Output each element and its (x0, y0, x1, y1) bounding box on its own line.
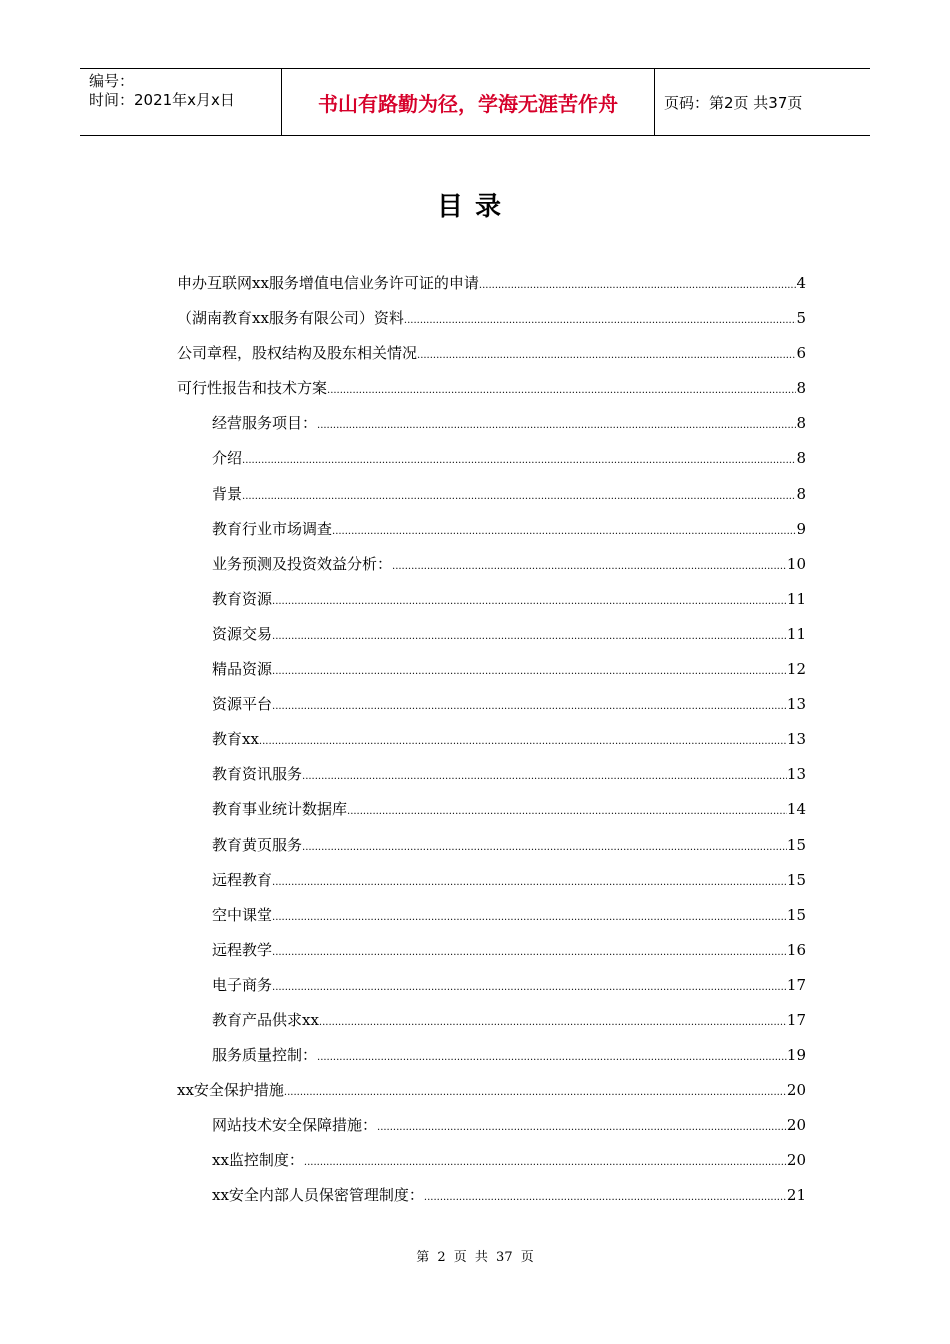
toc-entry[interactable] (177, 1038, 806, 1073)
toc-leader-dots (272, 619, 787, 654)
toc-entry-page: 16 (786, 940, 806, 959)
toc-entry-title: 空中课堂 (212, 905, 273, 924)
toc-leader-dots (347, 794, 787, 829)
toc-leader-dots (304, 1145, 787, 1180)
toc-entry[interactable] (177, 477, 806, 512)
toc-entry-title: 资源交易 (212, 624, 273, 643)
toc-entry[interactable] (177, 1003, 806, 1038)
toc-leader-dots (272, 654, 787, 689)
toc-leader-dots (327, 373, 796, 408)
toc-leader-dots (317, 1040, 787, 1075)
toc-entry-title: 背景 (212, 484, 243, 503)
toc-leader-dots (479, 268, 797, 303)
header-meta (80, 69, 282, 135)
toc-leader-dots (272, 970, 787, 1005)
header-page-info: 页码：第2页 共37页 (664, 93, 803, 112)
toc-entry-title: 网站技术安全保障措施： (212, 1116, 378, 1135)
toc-entry-page: 8 (796, 449, 806, 468)
toc-entry-title: 申办互联网xx服务增值电信业务许可证的申请 (177, 274, 479, 292)
toc-entry-page: 13 (786, 730, 806, 749)
toc-entry-page: 20 (786, 1081, 806, 1100)
toc-leader-dots (242, 443, 796, 478)
toc-entry[interactable] (177, 722, 806, 757)
toc-entry-page: 12 (786, 660, 806, 679)
toc-leader-dots (417, 338, 796, 373)
toc-entry[interactable] (177, 582, 806, 617)
toc-entry[interactable] (177, 652, 806, 687)
toc-entry-page: 17 (786, 975, 806, 994)
toc-entry-page: 8 (796, 414, 806, 433)
toc-entry-title: 精品资源 (212, 660, 273, 679)
toc-leader-dots (272, 689, 787, 724)
toc-entry-page: 8 (796, 484, 806, 503)
toc-entry-page: 11 (786, 624, 806, 643)
toc-entry-page: 13 (786, 695, 806, 714)
toc-entry-page: 21 (786, 1186, 806, 1205)
toc-entry[interactable] (177, 617, 806, 652)
toc-entry-title: 远程教学 (212, 940, 273, 959)
toc-entry[interactable] (177, 441, 806, 476)
toc-entry-title: （湖南教育xx服务有限公司）资料 (177, 309, 404, 328)
toc-entry-page: 6 (796, 344, 806, 363)
toc-entry[interactable] (177, 898, 806, 933)
toc-entry-title: 经营服务项目： (212, 414, 318, 433)
toc-leader-dots (272, 935, 787, 970)
toc-entry-page: 15 (786, 905, 806, 924)
toc-entry[interactable] (177, 1073, 806, 1108)
toc-entry[interactable] (177, 828, 806, 863)
toc-entry-title: 可行性报告和技术方案 (177, 379, 328, 398)
toc-leader-dots (242, 479, 796, 514)
toc-entry[interactable] (177, 863, 806, 898)
page-title: 目录 (436, 192, 513, 222)
toc-entry-title: 公司章程，股权结构及股东相关情况 (177, 344, 418, 363)
toc-leader-dots (392, 549, 787, 584)
table-of-contents (177, 266, 806, 1214)
toc-leader-dots (424, 1180, 787, 1215)
toc-leader-dots (319, 1005, 787, 1040)
toc-entry-title: 教育事业统计数据库 (212, 800, 348, 819)
document-number-label: 编号： (89, 72, 135, 90)
toc-leader-dots (404, 303, 797, 338)
toc-entry[interactable] (177, 792, 806, 827)
toc-leader-dots (272, 584, 787, 619)
toc-entry[interactable] (177, 757, 806, 792)
toc-entry-title: 教育行业市场调查 (212, 519, 333, 538)
toc-leader-dots (377, 1110, 787, 1145)
toc-entry-page: 20 (786, 1116, 806, 1135)
toc-entry[interactable] (177, 336, 806, 371)
toc-entry-title: xx安全内部人员保密管理制度： (212, 1186, 424, 1205)
toc-leader-dots (259, 724, 787, 759)
toc-entry-title: 资源平台 (212, 695, 273, 714)
toc-entry-page: 19 (786, 1046, 806, 1065)
toc-entry-title: xx安全保护措施 (177, 1081, 284, 1100)
toc-leader-dots (272, 865, 787, 900)
page-header (80, 68, 870, 136)
toc-entry-title: xx监控制度： (212, 1151, 304, 1170)
toc-entry-page: 17 (786, 1010, 806, 1029)
toc-entry[interactable] (177, 687, 806, 722)
toc-entry[interactable] (177, 266, 806, 301)
toc-entry-page: 11 (786, 589, 806, 608)
toc-entry[interactable] (177, 1178, 806, 1213)
toc-entry[interactable] (177, 406, 806, 441)
toc-entry-page: 15 (786, 870, 806, 889)
toc-leader-dots (284, 1075, 787, 1110)
toc-entry-title: 服务质量控制： (212, 1046, 318, 1065)
toc-entry[interactable] (177, 512, 806, 547)
toc-leader-dots (302, 759, 787, 794)
toc-leader-dots (302, 830, 787, 865)
toc-entry-page: 4 (796, 274, 806, 292)
toc-entry-title: 教育黄页服务 (212, 835, 303, 854)
toc-entry[interactable] (177, 968, 806, 1003)
toc-leader-dots (332, 514, 796, 549)
toc-entry-title: 教育资源 (212, 589, 273, 608)
header-motto: 书山有路勤为径，学海无涯苦作舟 (282, 69, 655, 135)
toc-entry[interactable] (177, 1143, 806, 1178)
toc-entry-title: 电子商务 (212, 975, 273, 994)
toc-entry-title: 教育产品供求xx (212, 1010, 319, 1029)
toc-entry-page: 8 (796, 379, 806, 398)
toc-entry-page: 10 (786, 554, 806, 573)
toc-entry[interactable] (177, 547, 806, 582)
toc-entry[interactable] (177, 301, 806, 336)
toc-entry-page: 20 (786, 1151, 806, 1170)
toc-entry-title: 教育资讯服务 (212, 765, 303, 784)
toc-entry-title: 介绍 (212, 449, 243, 468)
toc-entry-page: 15 (786, 835, 806, 854)
toc-entry-page: 5 (796, 309, 806, 328)
toc-entry-page: 14 (786, 800, 806, 819)
toc-entry-page: 13 (786, 765, 806, 784)
toc-entry[interactable] (177, 1108, 806, 1143)
toc-entry-page: 9 (796, 519, 806, 538)
toc-entry-title: 教育xx (212, 730, 259, 749)
toc-entry[interactable] (177, 933, 806, 968)
toc-entry[interactable] (177, 371, 806, 406)
toc-leader-dots (272, 900, 787, 935)
page-footer: 第 2 页 共 37 页 (416, 1250, 534, 1265)
document-time: 时间：2021年x月x日 (89, 91, 235, 109)
toc-leader-dots (317, 408, 796, 443)
toc-entry-title: 远程教育 (212, 870, 273, 889)
toc-entry-title: 业务预测及投资效益分析： (212, 554, 393, 573)
